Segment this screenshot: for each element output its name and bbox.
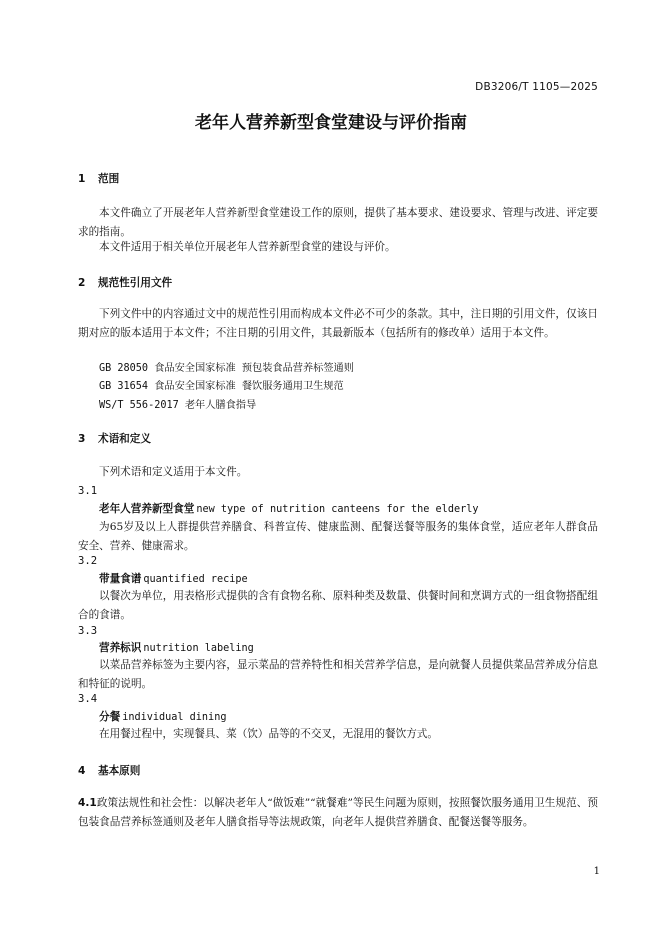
document-code: DB3206/T 1105—2025 (475, 81, 598, 93)
term-definition: 为65岁及以上人群提供营养膳食、科普宣传、健康监测、配餐送餐等服务的集体食堂，适应老年人群食品安全、营养、健康需求。 (78, 521, 598, 552)
term-number: 3.1 (78, 485, 98, 497)
term-definition: 在用餐过程中，实现餐具、菜（饮）品等的不交叉，无混用的餐饮方式。 (99, 728, 438, 740)
section-number: 2 (78, 277, 86, 289)
reference-item: WS/T 556-2017 老年人膳食指导 (99, 400, 257, 411)
section-4-heading (78, 762, 140, 781)
page-number: 1 (593, 866, 600, 877)
document-title: 老年人营养新型食堂建设与评价指南 (195, 113, 467, 133)
paragraph: 下列术语和定义适用于本文件。 (99, 466, 248, 478)
clause-4-1 (78, 794, 598, 832)
term-name-en: nutrition labeling (143, 643, 254, 654)
term-name-en: quantified recipe (143, 574, 248, 585)
section-3-heading (78, 430, 151, 449)
term-name-zh: 营养标识 (99, 642, 142, 654)
section-title: 术语和定义 (98, 433, 151, 445)
section-number: 3 (78, 433, 86, 445)
term-name-zh: 带量食谱 (99, 573, 142, 585)
section-1-heading (78, 170, 119, 189)
term-number: 3.2 (78, 555, 98, 567)
term-definition: 以菜品营养标签为主要内容，显示菜品的营养特性和相关营养学信息，是向就餐人员提供菜品营养成分信息和特征的说明。 (78, 659, 598, 690)
reference-item: GB 31654 食品安全国家标准 餐饮服务通用卫生规范 (99, 381, 344, 392)
term-name-en: individual dining (122, 712, 227, 723)
term-definition: 以餐次为单位，用表格形式提供的含有食物名称、原料种类及数量、供餐时间和烹调方式的一组食物搭配组合的食谱。 (78, 590, 598, 621)
clause-text: 政策法规性和社会性：以解决老年人“做饭难”“就餐难”等民生问题为原则，按照餐饮服务通用卫生规范、预包装食品营养标签通则及老年人膳食指导等法规政策，向老年人提供营养膳食、配餐送餐等服务。 (78, 797, 598, 828)
term-name-en: new type of nutrition canteens for the elderly (196, 504, 479, 515)
paragraph: 本文件适用于相关单位开展老年人营养新型食堂的建设与评价。 (99, 241, 396, 253)
term-number: 3.3 (78, 625, 98, 637)
reference-item: GB 28050 食品安全国家标准 预包装食品营养标签通则 (99, 363, 354, 374)
term-heading (99, 500, 478, 519)
section-2-heading (78, 274, 172, 293)
paragraph: 本文件确立了开展老年人营养新型食堂建设工作的原则，提供了基本要求、建设要求、管理与改进、评定要求的指南。 (78, 207, 598, 238)
section-title: 基本原则 (98, 765, 141, 777)
paragraph: 下列文件中的内容通过文中的规范性引用而构成本文件必不可少的条款。其中，注日期的引用文件，仅该日期对应的版本适用于本文件；不注日期的引用文件，其最新版本（包括所有的修改单）适用于本文件。 (78, 308, 598, 339)
clause-number: 4.1 (78, 797, 97, 809)
term-number: 3.4 (78, 693, 98, 705)
section-number: 1 (78, 173, 86, 185)
section-title: 范围 (98, 173, 120, 185)
section-title: 规范性引用文件 (98, 277, 173, 289)
section-number: 4 (78, 765, 86, 777)
term-name-zh: 分餐 (99, 711, 121, 723)
term-name-zh: 老年人营养新型食堂 (99, 503, 195, 515)
